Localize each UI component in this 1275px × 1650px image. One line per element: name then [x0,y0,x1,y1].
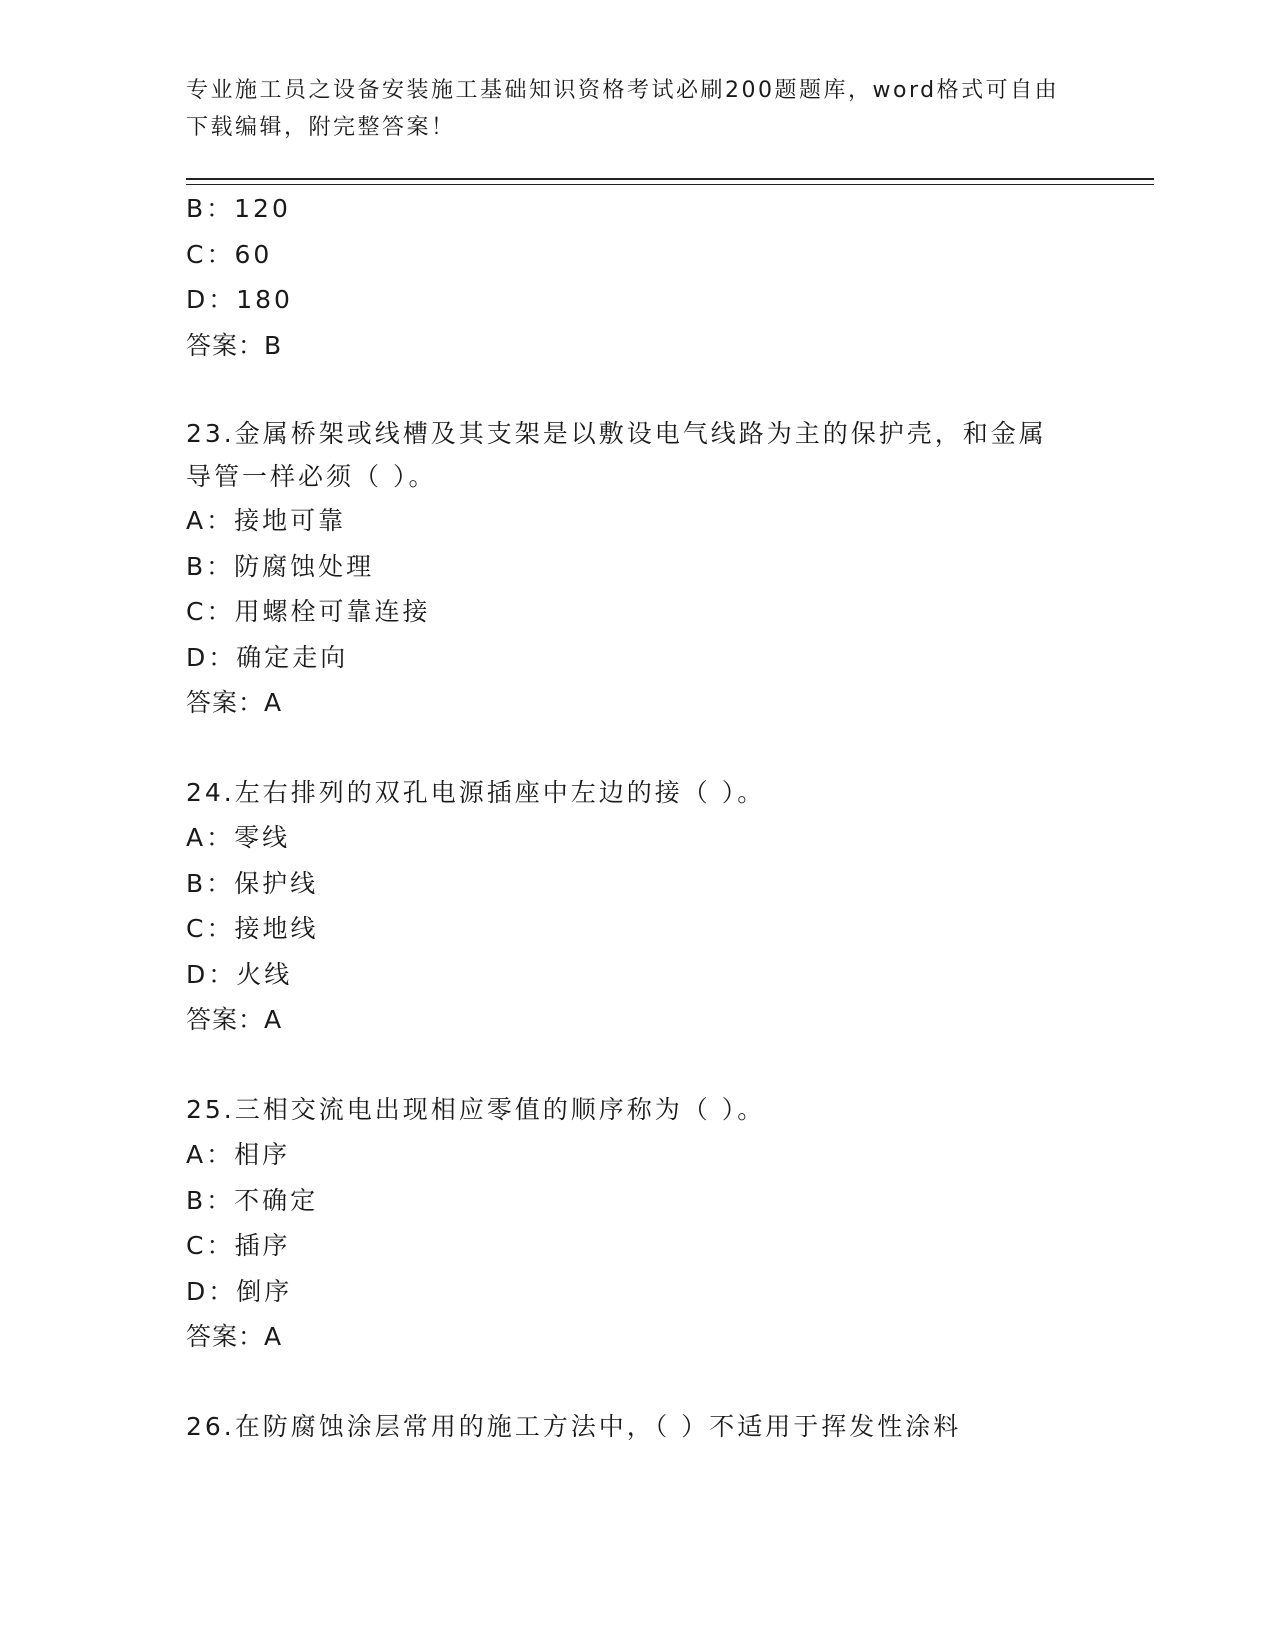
question-stem: 26.在防腐蚀涂层常用的施工方法中，（ ）不适用于挥发性涂料 [186,1411,962,1441]
document-body [186,186,1086,1449]
spacer [186,1043,1086,1087]
option-a: A：相序 [186,1140,291,1169]
option-d: D：180 [186,285,293,314]
header-divider [186,178,1154,185]
option-d: D：火线 [186,959,293,989]
question-stem: 23.金属桥架或线槽及其支架是以敷设电气线路为主的保护壳，和金属 [186,419,1047,448]
option-d: D：倒序 [186,1276,293,1306]
previous-question-tail [186,186,1086,368]
option-d: D：确定走向 [186,642,349,672]
option-c: C：插序 [186,1231,291,1260]
answer-line: 答案：B [186,330,283,360]
question-stem: 导管一样必须（ ）。 [186,462,437,491]
option-c: C：用螺栓可靠连接 [186,597,431,626]
spacer [186,1360,1086,1404]
option-c: C：60 [186,239,273,269]
option-a: A：零线 [186,823,291,852]
option-b: B：保护线 [186,868,319,898]
answer-line: 答案：A [186,1005,283,1034]
question-26 [186,1404,1086,1450]
option-a: A：接地可靠 [186,506,347,535]
question-24 [186,770,1086,1043]
option-b: B：120 [186,194,291,223]
question-25 [186,1087,1086,1360]
answer-line: 答案：A [186,1322,283,1351]
question-stem: 25.三相交流电出现相应零值的顺序称为（ ）。 [186,1094,766,1124]
spacer [186,726,1086,770]
option-c: C：接地线 [186,914,319,943]
document-header-title: 专业施工员之设备安装施工基础知识资格考试必刷200题题库，word格式可自由下载编辑，附完整答案！ [186,78,1060,140]
question-23 [186,412,1086,726]
spacer [186,368,1086,412]
option-b: B：不确定 [186,1185,319,1215]
question-stem: 24.左右排列的双孔电源插座中左边的接（ ）。 [186,777,766,807]
answer-line: 答案：A [186,688,283,717]
option-b: B：防腐蚀处理 [186,551,375,581]
